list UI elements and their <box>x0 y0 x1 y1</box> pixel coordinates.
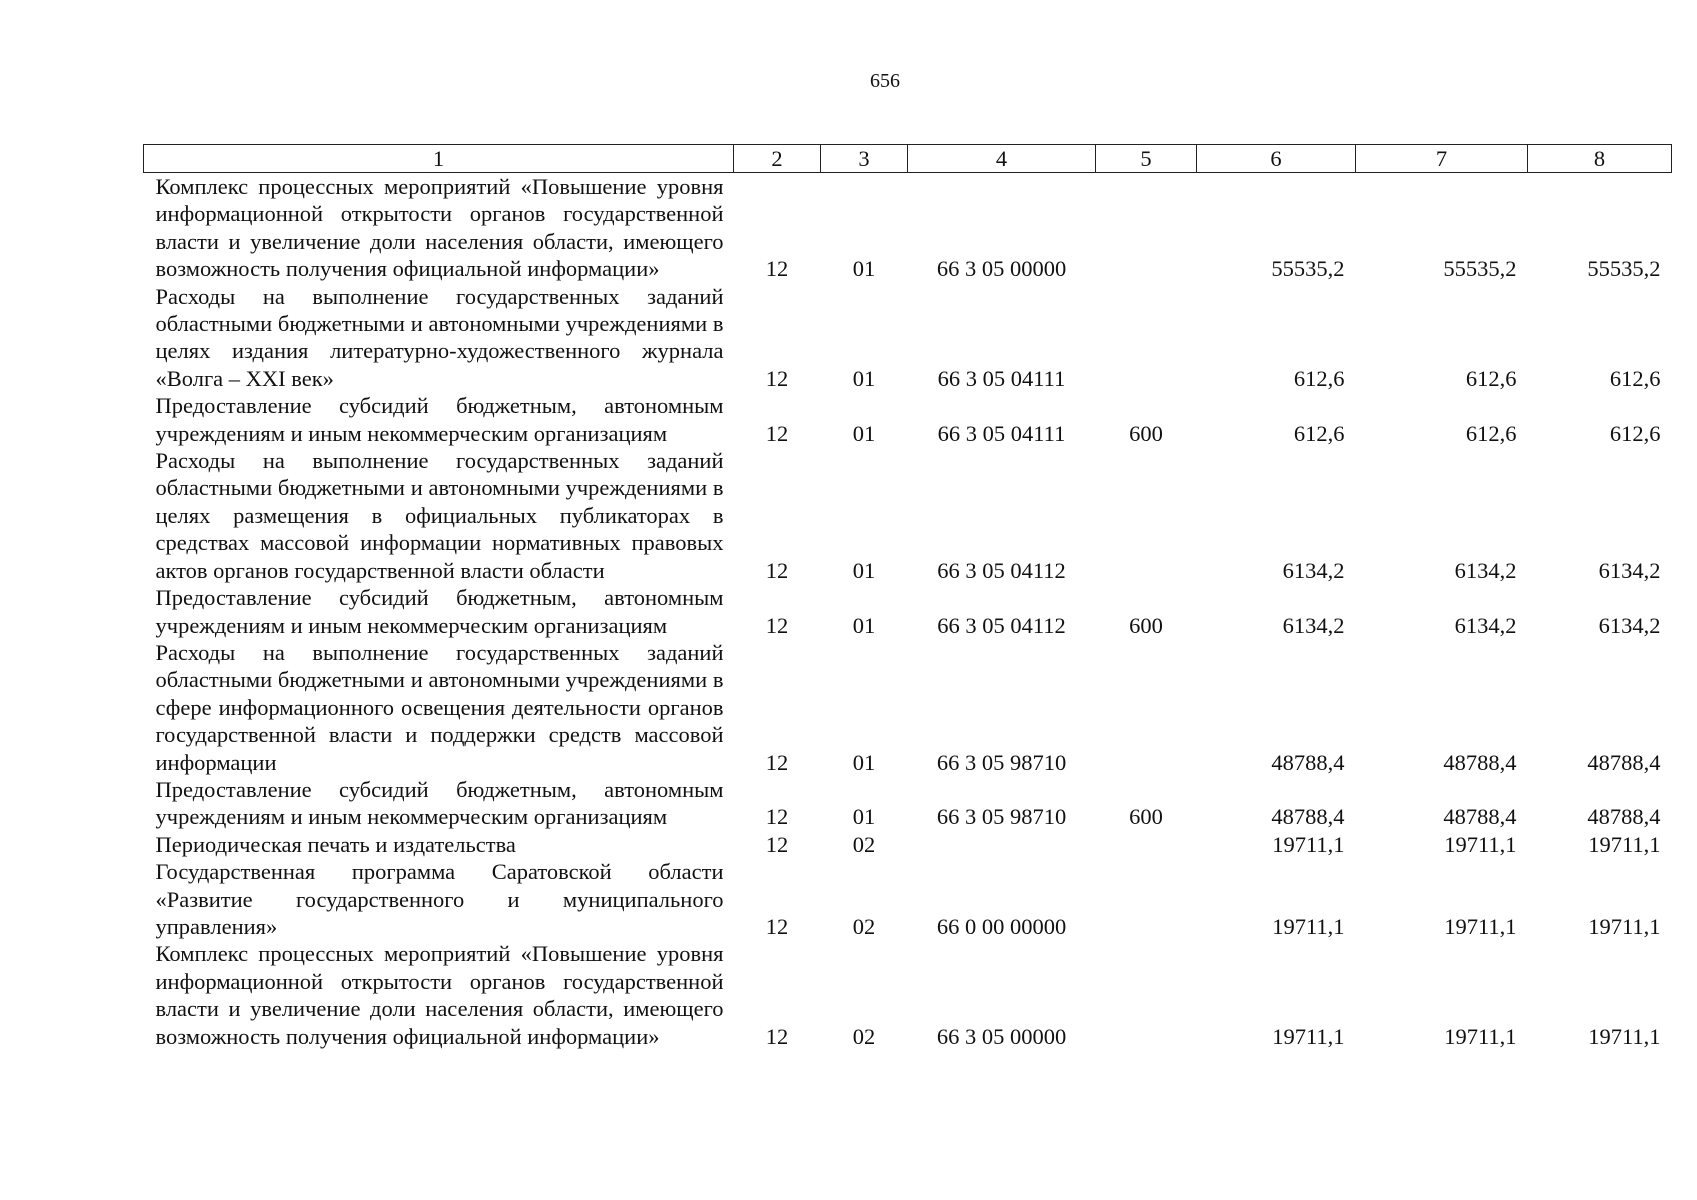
subsection-code-cell: 01 <box>852 804 876 830</box>
expense-type-cell <box>1096 639 1197 776</box>
table-row <box>144 776 1672 831</box>
amount-cell-3: 55535,2 <box>1587 256 1661 282</box>
table-row <box>144 831 1672 858</box>
expense-type-cell <box>1096 858 1197 940</box>
target-article-cell: 66 3 05 00000 <box>936 256 1067 282</box>
section-code-cell: 12 <box>765 557 789 583</box>
section-code-cell: 12 <box>765 913 789 939</box>
section-code-cell: 12 <box>765 804 789 830</box>
table-row <box>144 858 1672 940</box>
amount-cell-2: 19711,1 <box>1444 1023 1517 1049</box>
section-code-cell: 12 <box>765 365 789 391</box>
amount-cell-2: 19711,1 <box>1444 831 1517 857</box>
table-row <box>144 392 1672 447</box>
subsection-code-cell: 01 <box>852 557 876 583</box>
row-name-cell: Расходы на выполнение государственных заданий областными бюджетными и автономными учреждениями в сфере информационного освещения деятельности органов государственной власти и поддержки средств массовой информации <box>155 639 724 775</box>
row-name-cell: Расходы на выполнение государственных заданий областными бюджетными и автономными учреждениями в целях издания литературно-художественного журнала «Волга – XXI век» <box>155 283 724 391</box>
table-row <box>144 584 1672 639</box>
subsection-code-cell: 01 <box>852 256 876 282</box>
target-article-cell: 66 0 00 00000 <box>936 913 1067 939</box>
expense-type-cell <box>1096 283 1197 393</box>
amount-cell-3: 19711,1 <box>1588 913 1661 939</box>
section-code-cell: 12 <box>765 612 789 638</box>
section-code-cell: 12 <box>765 420 789 446</box>
section-code-cell: 12 <box>765 256 789 282</box>
subsection-code-cell: 01 <box>852 749 876 775</box>
target-article-cell: 66 3 05 04111 <box>937 420 1066 446</box>
section-code-cell: 12 <box>765 831 789 857</box>
row-name-cell: Периодическая печать и издательства <box>155 831 516 857</box>
amount-cell-1: 6134,2 <box>1282 557 1345 583</box>
expense-type-cell: 600 <box>1129 804 1163 830</box>
amount-cell-1: 19711,1 <box>1272 913 1345 939</box>
column-header: 5 <box>1096 145 1197 173</box>
amount-cell-3: 19711,1 <box>1588 1023 1661 1049</box>
budget-table <box>143 144 1672 1050</box>
section-code-cell: 12 <box>765 1023 789 1049</box>
amount-cell-1: 19711,1 <box>1272 831 1345 857</box>
amount-cell-2: 48788,4 <box>1443 804 1517 830</box>
subsection-code-cell: 02 <box>852 913 876 939</box>
column-header: 7 <box>1356 145 1528 173</box>
table-row <box>144 639 1672 776</box>
column-header: 1 <box>144 145 734 173</box>
page-number: 656 <box>870 70 900 92</box>
expense-type-cell <box>1096 831 1197 858</box>
column-header: 3 <box>821 145 908 173</box>
target-article-cell: 66 3 05 00000 <box>936 1023 1067 1049</box>
column-header: 2 <box>734 145 821 173</box>
amount-cell-1: 612,6 <box>1293 365 1345 391</box>
amount-cell-3: 6134,2 <box>1598 612 1661 638</box>
amount-cell-1: 6134,2 <box>1282 612 1345 638</box>
target-article-cell: 66 3 05 04112 <box>937 612 1066 638</box>
amount-cell-2: 19711,1 <box>1444 913 1517 939</box>
amount-cell-3: 48788,4 <box>1587 749 1661 775</box>
amount-cell-2: 48788,4 <box>1443 749 1517 775</box>
target-article-cell: 66 3 05 98710 <box>936 749 1067 775</box>
column-header: 6 <box>1197 145 1356 173</box>
target-article-cell: 66 3 05 04112 <box>937 557 1066 583</box>
expense-type-cell: 600 <box>1129 612 1163 638</box>
subsection-code-cell: 02 <box>852 1023 876 1049</box>
amount-cell-3: 612,6 <box>1609 420 1661 446</box>
amount-cell-2: 612,6 <box>1465 420 1517 446</box>
row-name-cell: Предоставление субсидий бюджетным, автономным учреждениям и иным некоммерческим организациям <box>155 393 724 446</box>
table-row <box>144 447 1672 584</box>
expense-type-cell <box>1096 447 1197 584</box>
amount-cell-1: 19711,1 <box>1272 1023 1345 1049</box>
amount-cell-2: 612,6 <box>1465 365 1517 391</box>
row-name-cell: Расходы на выполнение государственных заданий областными бюджетными и автономными учреждениями в целях размещения в официальных публикаторах в средствах массовой информации нормативных правовых актов органов государственной власти области <box>155 448 724 583</box>
header-row <box>144 145 1672 173</box>
amount-cell-3: 48788,4 <box>1587 804 1661 830</box>
table-row <box>144 173 1672 283</box>
amount-cell-2: 6134,2 <box>1454 557 1517 583</box>
amount-cell-1: 48788,4 <box>1271 749 1345 775</box>
amount-cell-3: 19711,1 <box>1588 831 1661 857</box>
target-article-cell: 66 3 05 98710 <box>936 804 1067 830</box>
amount-cell-2: 6134,2 <box>1454 612 1517 638</box>
expense-type-cell <box>1096 173 1197 283</box>
column-header: 8 <box>1528 145 1672 173</box>
table-row <box>144 283 1672 393</box>
subsection-code-cell: 01 <box>852 612 876 638</box>
row-name-cell: Государственная программа Саратовской области «Развитие государственного и муниципального управления» <box>155 859 724 939</box>
subsection-code-cell: 01 <box>852 420 876 446</box>
subsection-code-cell: 01 <box>852 365 876 391</box>
expense-type-cell: 600 <box>1129 420 1163 446</box>
target-article-cell: 66 3 05 04111 <box>937 365 1066 391</box>
row-name-cell: Предоставление субсидий бюджетным, автономным учреждениям и иным некоммерческим организациям <box>155 585 724 638</box>
amount-cell-2: 55535,2 <box>1443 256 1517 282</box>
amount-cell-3: 6134,2 <box>1598 557 1661 583</box>
expense-type-cell <box>1096 940 1197 1050</box>
row-name-cell: Предоставление субсидий бюджетным, автономным учреждениям и иным некоммерческим организациям <box>155 776 724 830</box>
target-article-cell <box>908 831 1096 858</box>
column-header: 4 <box>908 145 1096 173</box>
row-name-cell: Комплекс процессных мероприятий «Повышение уровня информационной открытости органов государственной власти и увеличение доли населения области, имеющего возможность получения официальной информации» <box>155 174 724 282</box>
subsection-code-cell: 02 <box>852 831 876 857</box>
section-code-cell: 12 <box>765 749 789 775</box>
row-name-cell: Комплекс процессных мероприятий «Повышение уровня информационной открытости органов государственной власти и увеличение доли населения области, имеющего возможность получения официальной информации» <box>155 941 724 1049</box>
table-row <box>144 940 1672 1050</box>
amount-cell-1: 48788,4 <box>1271 804 1345 830</box>
amount-cell-1: 55535,2 <box>1271 256 1345 282</box>
amount-cell-3: 612,6 <box>1609 365 1661 391</box>
amount-cell-1: 612,6 <box>1293 420 1345 446</box>
